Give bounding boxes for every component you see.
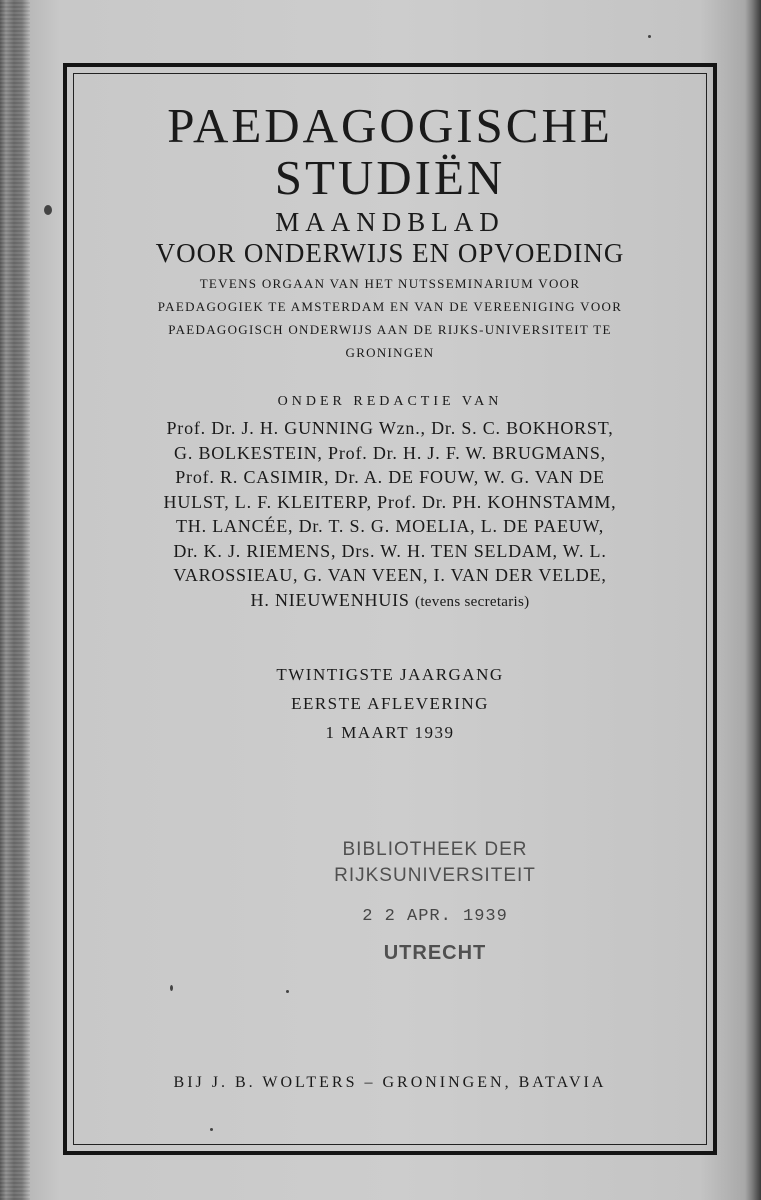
editors-line-last xyxy=(93,588,687,615)
editors-line: Dr. K. J. RIEMENS, Drs. W. H. TEN SELDAM, W. L. xyxy=(173,540,607,561)
speck xyxy=(170,985,173,991)
speck xyxy=(44,205,52,215)
issue-date: 1 MAART 1939 xyxy=(325,723,455,742)
issue-info xyxy=(85,660,695,747)
aflevering: EERSTE AFLEVERING xyxy=(291,694,489,713)
library-stamp xyxy=(300,835,570,965)
journal-title-line2: STUDIËN xyxy=(274,150,506,205)
publisher-line: BIJ J. B. WOLTERS – GRONINGEN, BATAVIA xyxy=(173,1074,607,1091)
cover-content xyxy=(85,100,695,747)
editors-line: TH. LANCÉE, Dr. T. S. G. MOELIA, L. DE PAEUW, xyxy=(176,516,604,536)
editors-line: Prof. R. CASIMIR, Dr. A. DE FOUW, W. G. VAN DE xyxy=(175,467,605,487)
stamp-city: UTRECHT xyxy=(383,942,487,964)
tevens-line: TEVENS ORGAAN VAN HET NUTSSEMINARIUM VOOR xyxy=(199,276,581,291)
subtitle-maandblad: MAANDBLAD xyxy=(275,207,505,237)
spine-edge xyxy=(0,0,30,1200)
onder-redactie-heading: ONDER REDACTIE VAN xyxy=(277,394,503,409)
speck xyxy=(286,990,289,993)
tevens-line: PAEDAGOGIEK TE AMSTERDAM EN VAN DE VEREENIGING VOOR xyxy=(157,299,623,314)
tevens-line: GRONINGEN xyxy=(345,345,435,360)
editors-list xyxy=(85,416,695,614)
editors-line: Prof. Dr. J. H. GUNNING Wzn., Dr. S. C. BOKHORST, xyxy=(166,418,614,438)
stamp-date: 2 2 APR. 1939 xyxy=(362,907,508,926)
speck xyxy=(648,35,651,38)
subtitle-onderwijs: VOOR ONDERWIJS EN OPVOEDING xyxy=(155,238,625,268)
secretary-note: (tevens secretaris) xyxy=(415,593,530,610)
editors-line: HULST, L. F. KLEITERP, Prof. Dr. PH. KOHNSTAMM, xyxy=(163,491,617,512)
jaargang: TWINTIGSTE JAARGANG xyxy=(276,665,504,684)
tevens-orgaan-block xyxy=(85,272,695,364)
speck xyxy=(210,1128,213,1131)
stamp-line2: RIJKSUNIVERSITEIT xyxy=(334,865,536,886)
tevens-line: PAEDAGOGISCH ONDERWIJS AAN DE RIJKS-UNIVERSITEIT TE xyxy=(168,322,612,337)
editor-secretary: H. NIEUWENHUIS xyxy=(250,589,410,610)
stamp-line1: BIBLIOTHEEK DER xyxy=(342,839,528,860)
editors-line: G. BOLKESTEIN, Prof. Dr. H. J. F. W. BRUGMANS, xyxy=(174,442,606,463)
editors-line: VAROSSIEAU, G. VAN VEEN, I. VAN DER VELDE, xyxy=(173,565,607,585)
journal-title-line1: PAEDAGOGISCHE xyxy=(167,98,613,153)
